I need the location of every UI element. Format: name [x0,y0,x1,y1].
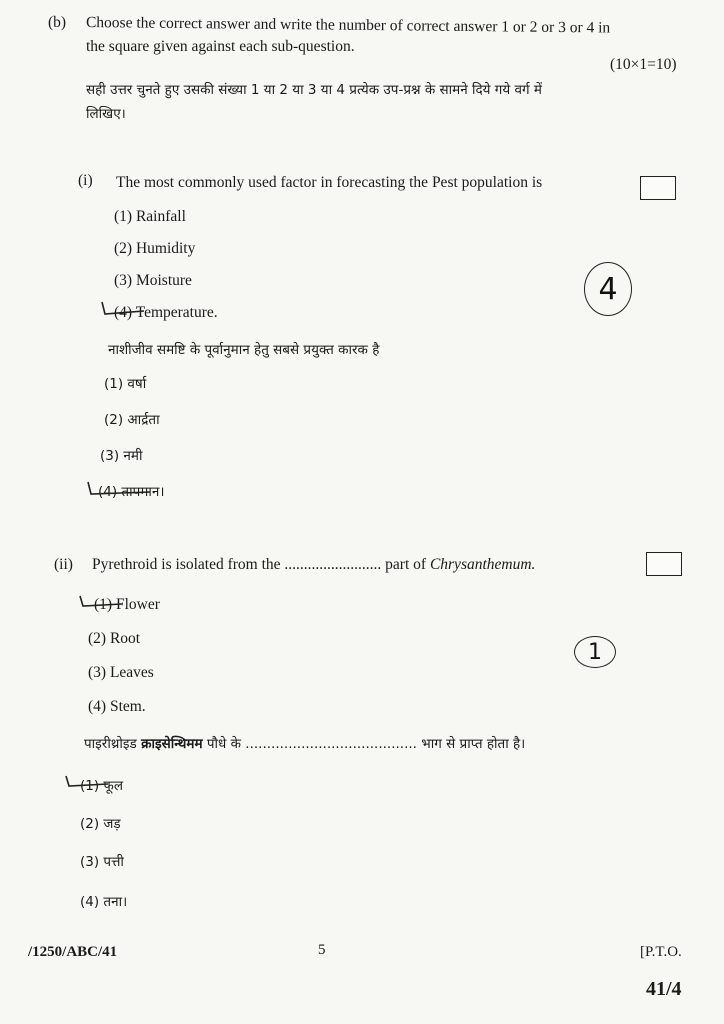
q1-answer-box[interactable] [640,176,676,200]
footer-pto: [P.T.O. [640,944,682,960]
q2-hindi-text-pre: पाइरीथ्रोइड [84,736,142,752]
q1-hindi-option-1: (1) वर्षा [104,376,147,392]
q2-tick-mark [76,592,126,614]
q2-option-2: (2) Root [88,630,141,647]
q1-text: The most commonly used factor in forecasting the Pest population is [116,174,543,191]
section-label: (b) [48,14,67,31]
q1-option-2: (2) Humidity [114,240,196,257]
q2-number: (ii) [54,556,73,573]
q2-text-main: Pyrethroid is isolated from the ......................... part of [92,556,430,573]
q1-hindi-text: नाशीजीव समष्टि के पूर्वानुमान हेतु सबसे प्रयुक्त कारक है [108,342,380,358]
q1-tick-mark [98,298,148,320]
q2-hindi-option-4: (4) तना। [80,894,128,910]
q2-option-1-num: (1) [94,596,113,613]
footer-page-number: 5 [318,942,326,958]
q2-hindi-text [84,734,525,752]
q2-hindi-text-species: क्राइसेन्थिमम [141,736,203,752]
q2-answer-box[interactable] [646,552,682,576]
q2-text-species: Chrysanthemum. [429,556,536,573]
q2-option-3: (3) Leaves [88,664,154,681]
q2-option-4: (4) Stem. [88,698,146,715]
marks-label: (10×1=10) [610,56,677,73]
footer-page-ref: 41/4 [646,978,682,1000]
q2-option-1-text: Flower [115,596,160,613]
q2-hindi-text-post: पौधे के ........................................ भाग से प्राप्त होता है। [202,736,526,752]
q1-option-3: (3) Moisture [114,272,192,289]
q1-option-1: (1) Rainfall [114,208,186,225]
q1-number: (i) [78,172,93,189]
q1-hindi-option-2: (2) आर्द्रता [104,412,160,428]
q2-hindi-option-1-text: फूल [103,778,123,794]
q1-handwritten-answer: 4 [584,262,632,316]
q2-hindi-option-1-num: (1) [80,778,100,794]
instruction-hi-line2: लिखिए। [86,106,126,122]
q2-text [92,556,535,574]
instruction-hi-line1: सही उत्तर चुनते हुए उसकी संख्या 1 या 2 या 3 या 4 प्रत्येक उप-प्रश्न के सामने दिये गये वर्ग में [86,82,542,98]
q2-handwritten-answer: 1 [574,636,616,668]
q1-hindi-tick-mark [84,478,154,500]
footer-code: /1250/ABC/41 [28,944,118,960]
instruction-en-line2: the square given against each sub-question. [86,38,355,55]
q1-hindi-option-4-num: (4) [98,484,118,500]
q1-option-4-num: (4) [114,304,133,321]
instruction-en-line1: Choose the correct answer and write the number of correct answer 1 or 2 or 3 or 4 in [85,14,611,37]
q1-option-4-text: Temperature. [135,304,218,321]
q1-hindi-option-4-text: तापमान। [121,484,165,500]
q2-hindi-option-2: (2) जड़ [80,816,121,832]
q1-hindi-option-3: (3) नमी [100,448,143,464]
q2-hindi-option-3: (3) पत्ती [80,854,124,870]
q2-hindi-tick-mark [62,772,112,794]
